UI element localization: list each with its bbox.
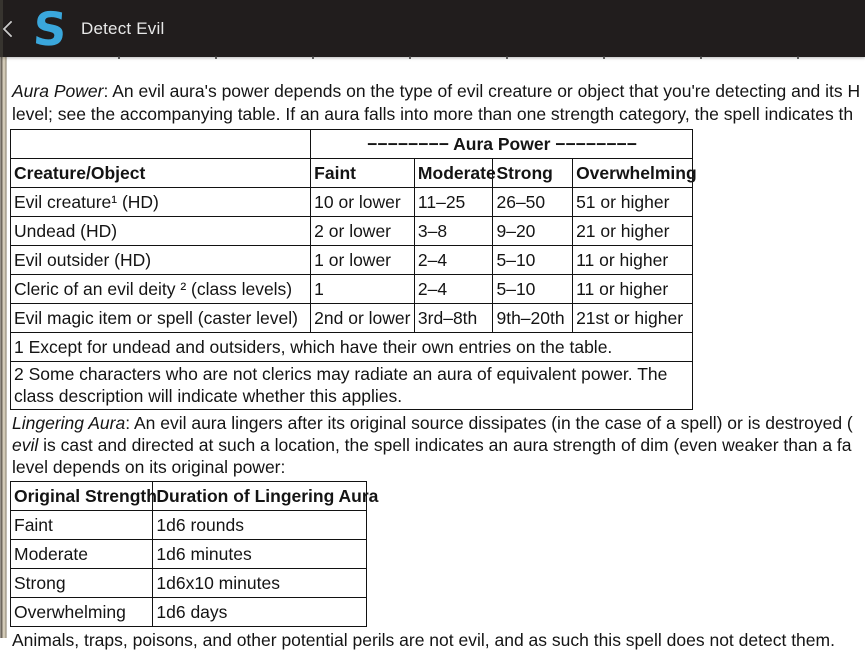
table-footnote-row — [11, 362, 693, 410]
table-cell: 51 or higher — [573, 188, 693, 217]
aura-power-paragraph — [12, 80, 865, 126]
table-row — [11, 246, 693, 275]
table-footnote: 2 Some characters who are not clerics may radiate an aura of equivalent power. The class description will indicate whether this applies. — [11, 362, 693, 410]
table-cell: 1d6 rounds — [153, 511, 367, 540]
table-cell: 2 or lower — [311, 217, 415, 246]
paragraph-line: level depends on its original power: — [12, 457, 286, 477]
row-label: Evil magic item or spell (caster level) — [11, 304, 311, 333]
row-label: Faint — [11, 511, 153, 540]
back-button[interactable] — [3, 0, 23, 57]
paragraph-line: evil is cast and directed at such a location, the spell indicates an aura strength of dim (even weaker than a fa — [12, 435, 852, 455]
row-label: Strong — [11, 569, 153, 598]
row-label: Evil creature¹ (HD) — [11, 188, 311, 217]
column-header: Moderate — [414, 159, 493, 188]
table-cell: 3rd–8th — [414, 304, 493, 333]
lingering-aura-paragraph — [12, 412, 865, 478]
table-footnote: 1 Except for undead and outsiders, which have their own entries on the table. — [11, 333, 693, 362]
table-cell: 1 or lower — [311, 246, 415, 275]
table-cell: 5–10 — [493, 246, 573, 275]
column-header: Strong — [493, 159, 573, 188]
table-cell: 11–25 — [414, 188, 493, 217]
page-edge-strip — [0, 57, 7, 638]
table-row — [11, 511, 367, 540]
paragraph-line: level; see the accompanying table. If an aura falls into more than one strength category, the spell indicates th — [12, 104, 854, 124]
column-header: Duration of Lingering Aura — [153, 482, 367, 511]
app-bar — [0, 0, 865, 57]
aura-power-table — [10, 129, 697, 410]
table-row — [11, 304, 693, 333]
table-row — [11, 540, 367, 569]
table-cell: 21st or higher — [573, 304, 693, 333]
table-cell: 9th–20th — [493, 304, 573, 333]
column-header: Faint — [311, 159, 415, 188]
table-cell: 2–4 — [414, 275, 493, 304]
page-title: Detect Evil — [81, 18, 165, 38]
table-cell: 1 — [311, 275, 415, 304]
table-cell: 2nd or lower — [311, 304, 415, 333]
table-cell: 1d6 days — [153, 598, 367, 627]
table-cell: 1d6 minutes — [153, 540, 367, 569]
column-header: Original Strength — [11, 482, 153, 511]
table-cell-empty — [11, 130, 311, 159]
table-cell: 26–50 — [493, 188, 573, 217]
clipped-bottom-line: Animals, traps, poisons, and other potential perils are not evil, and as such this spell does not detect them. — [12, 630, 835, 650]
scroll-area[interactable] — [0, 57, 865, 650]
chevron-left-icon — [3, 20, 20, 37]
occluded-text-remnants — [118, 56, 858, 59]
table-row — [11, 188, 693, 217]
table-footnote-row — [11, 333, 693, 362]
paragraph-line: Lingering Aura: An evil aura lingers after its original source dissipates (in the case of a spell) or is destroyed ( — [12, 413, 853, 433]
table-cell: 10 or lower — [311, 188, 415, 217]
row-label: Overwhelming — [11, 598, 153, 627]
row-label: Undead (HD) — [11, 217, 311, 246]
table-cell: 11 or higher — [573, 275, 693, 304]
table-cell: 9–20 — [493, 217, 573, 246]
table-cell: 2–4 — [414, 246, 493, 275]
app-logo-icon[interactable]: S — [31, 1, 69, 56]
table-row — [11, 217, 693, 246]
row-label: Evil outsider (HD) — [11, 246, 311, 275]
table-row — [11, 569, 367, 598]
column-header: Creature/Object — [11, 159, 311, 188]
table-cell: 11 or higher — [573, 246, 693, 275]
table-row — [11, 275, 693, 304]
row-label: Cleric of an evil deity ² (class levels) — [11, 275, 311, 304]
table-cell: 3–8 — [414, 217, 493, 246]
table-header-row — [11, 482, 367, 511]
lingering-aura-table — [10, 481, 379, 627]
table-cell: 1d6x10 minutes — [153, 569, 367, 598]
table-header-row — [11, 159, 693, 188]
aura-power-span-header: −−−−−−−− Aura Power −−−−−−−− — [311, 130, 693, 159]
paragraph-line: Aura Power: An evil aura's power depends on the type of evil creature or object that you're detecting and its H — [12, 81, 861, 101]
table-cell: 21 or higher — [573, 217, 693, 246]
table-cell: 5–10 — [493, 275, 573, 304]
column-header: Overwhelming — [573, 159, 693, 188]
row-label: Moderate — [11, 540, 153, 569]
table-row — [11, 598, 367, 627]
table-row — [11, 130, 693, 159]
